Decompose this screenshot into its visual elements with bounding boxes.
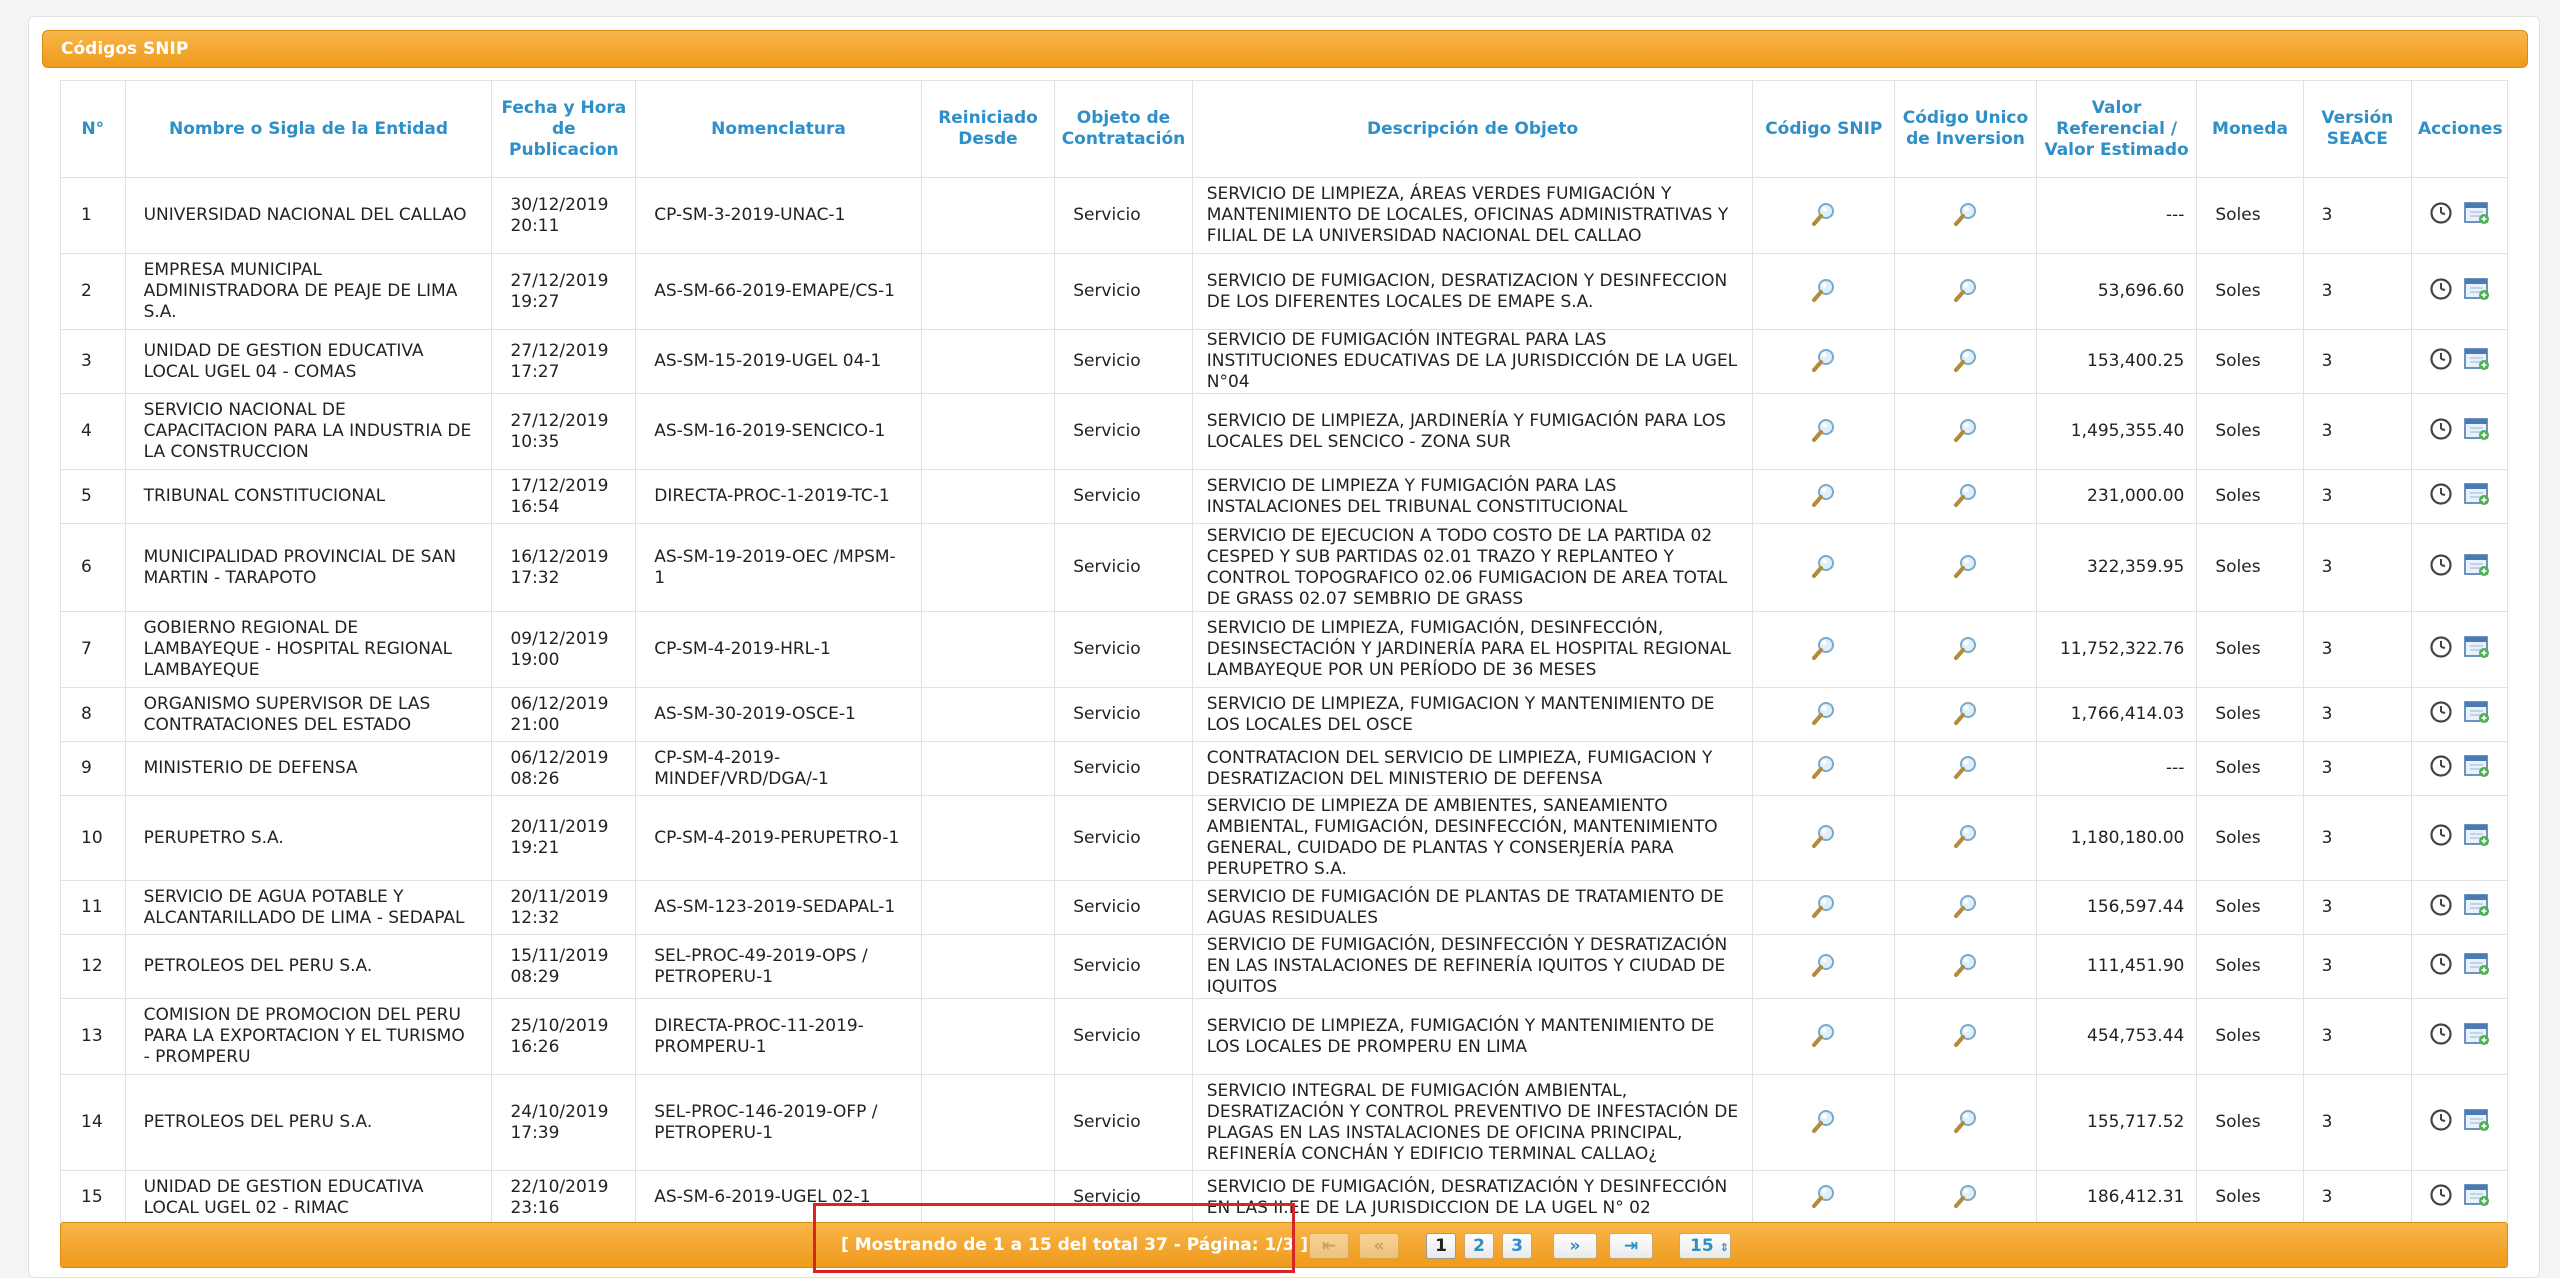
snip-search-icon[interactable] [1808, 552, 1840, 584]
nomenclature: SEL-PROC-49-2019-OPS / PETROPERU-1 [636, 935, 922, 999]
snip-search-icon[interactable] [1808, 481, 1840, 513]
table-row [61, 796, 2508, 881]
snip-code-cell [1753, 999, 1895, 1075]
investment-search-icon[interactable] [1950, 346, 1982, 378]
seace-version: 3 [2303, 330, 2411, 394]
snip-search-icon[interactable] [1808, 634, 1840, 666]
calendar-add-icon[interactable] [2463, 1021, 2491, 1053]
reference-value: 322,359.95 [2036, 524, 2196, 612]
currency: Soles [2197, 330, 2303, 394]
contract-object: Servicio [1055, 796, 1193, 881]
entity-name: PERUPETRO S.A. [125, 796, 492, 881]
investment-search-icon[interactable] [1950, 416, 1982, 448]
history-clock-icon[interactable] [2429, 754, 2453, 784]
history-clock-icon[interactable] [2429, 700, 2453, 730]
object-description: SERVICIO DE FUMIGACIÓN DE PLANTAS DE TRATAMIENTO DE AGUAS RESIDUALES [1192, 881, 1753, 935]
restarted-from [921, 1075, 1054, 1171]
unique-code-cell [1895, 524, 2037, 612]
object-description: SERVICIO DE LIMPIEZA, FUMIGACIÓN, DESINFECCIÓN, DESINSECTACIÓN Y JARDINERÍA PARA EL HOSPITAL REGIONAL LAMBAYEQUE POR UN PERÍODO DE 36 MESES [1192, 612, 1753, 688]
table-row [61, 935, 2508, 999]
snip-code-cell [1753, 394, 1895, 470]
contract-object: Servicio [1055, 254, 1193, 330]
reference-value: 53,696.60 [2036, 254, 2196, 330]
publication-date: 27/12/2019 17:27 [492, 330, 636, 394]
reference-value: --- [2036, 178, 2196, 254]
results-table [60, 80, 2508, 1222]
currency: Soles [2197, 881, 2303, 935]
nomenclature: AS-SM-16-2019-SENCICO-1 [636, 394, 922, 470]
history-clock-icon[interactable] [2429, 417, 2453, 447]
actions-cell [2412, 470, 2508, 524]
snip-search-icon[interactable] [1808, 276, 1840, 308]
seace-version: 3 [2303, 178, 2411, 254]
pagination-summary: [ Mostrando de 1 a 15 del total 37 - Página: 1/3 ] [841, 1235, 1309, 1255]
calendar-add-icon[interactable] [2463, 892, 2491, 924]
calendar-add-icon[interactable] [2463, 1182, 2491, 1214]
snip-code-cell [1753, 1171, 1895, 1223]
currency: Soles [2197, 612, 2303, 688]
publication-date: 09/12/2019 19:00 [492, 612, 636, 688]
nomenclature: AS-SM-30-2019-OSCE-1 [636, 688, 922, 742]
unique-code-cell [1895, 394, 2037, 470]
col-reiniciado-header: Reiniciado Desde [921, 81, 1054, 178]
restarted-from [921, 178, 1054, 254]
currency: Soles [2197, 470, 2303, 524]
history-clock-icon[interactable] [2429, 893, 2453, 923]
history-clock-icon[interactable] [2429, 277, 2453, 307]
col-acciones-header: Acciones [2412, 81, 2508, 178]
seace-version: 3 [2303, 796, 2411, 881]
history-clock-icon[interactable] [2429, 482, 2453, 512]
calendar-add-icon[interactable] [2463, 416, 2491, 448]
table-row [61, 470, 2508, 524]
entity-name: PETROLEOS DEL PERU S.A. [125, 935, 492, 999]
table-row [61, 394, 2508, 470]
restarted-from [921, 935, 1054, 999]
investment-search-icon[interactable] [1950, 634, 1982, 666]
actions-cell [2412, 935, 2508, 999]
calendar-add-icon[interactable] [2463, 699, 2491, 731]
restarted-from [921, 688, 1054, 742]
snip-search-icon[interactable] [1808, 822, 1840, 854]
object-description: SERVICIO DE LIMPIEZA, FUMIGACION Y MANTENIMIENTO DE LOS LOCALES DEL OSCE [1192, 688, 1753, 742]
calendar-add-icon[interactable] [2463, 346, 2491, 378]
row-number: 4 [61, 394, 126, 470]
seace-version: 3 [2303, 612, 2411, 688]
unique-code-cell [1895, 742, 2037, 796]
snip-code-cell [1753, 524, 1895, 612]
unique-code-cell [1895, 935, 2037, 999]
page-size-select[interactable] [1679, 1233, 1731, 1259]
currency: Soles [2197, 742, 2303, 796]
table-row [61, 881, 2508, 935]
actions-cell [2412, 254, 2508, 330]
table-row [61, 178, 2508, 254]
currency: Soles [2197, 688, 2303, 742]
row-number: 10 [61, 796, 126, 881]
col-objeto-header: Objeto de Contratación [1055, 81, 1193, 178]
publication-date: 20/11/2019 12:32 [492, 881, 636, 935]
nomenclature: AS-SM-6-2019-UGEL 02-1 [636, 1171, 922, 1223]
investment-search-icon[interactable] [1950, 822, 1982, 854]
entity-name: COMISION DE PROMOCION DEL PERU PARA LA EXPORTACION Y EL TURISMO - PROMPERU [125, 999, 492, 1075]
snip-code-cell [1753, 330, 1895, 394]
unique-code-cell [1895, 881, 2037, 935]
col-valor-header: Valor Referencial / Valor Estimado [2036, 81, 2196, 178]
calendar-add-icon[interactable] [2463, 753, 2491, 785]
entity-name: SERVICIO DE AGUA POTABLE Y ALCANTARILLADO DE LIMA - SEDAPAL [125, 881, 492, 935]
history-clock-icon[interactable] [2429, 553, 2453, 583]
unique-code-cell [1895, 688, 2037, 742]
seace-version: 3 [2303, 742, 2411, 796]
snip-code-cell [1753, 470, 1895, 524]
nomenclature: DIRECTA-PROC-1-2019-TC-1 [636, 470, 922, 524]
seace-version: 3 [2303, 999, 2411, 1075]
entity-name: MUNICIPALIDAD PROVINCIAL DE SAN MARTIN - TARAPOTO [125, 524, 492, 612]
table-row [61, 1075, 2508, 1171]
row-number: 6 [61, 524, 126, 612]
reference-value: --- [2036, 742, 2196, 796]
investment-search-icon[interactable] [1950, 951, 1982, 983]
col-moneda-header: Moneda [2197, 81, 2303, 178]
entity-name: EMPRESA MUNICIPAL ADMINISTRADORA DE PEAJE DE LIMA S.A. [125, 254, 492, 330]
investment-search-icon[interactable] [1950, 1182, 1982, 1214]
currency: Soles [2197, 254, 2303, 330]
page-2-button[interactable]: 2 [1464, 1233, 1494, 1259]
reference-value: 1,180,180.00 [2036, 796, 2196, 881]
investment-search-icon[interactable] [1950, 892, 1982, 924]
row-number: 2 [61, 254, 126, 330]
nomenclature: CP-SM-4-2019-MINDEF/VRD/DGA/-1 [636, 742, 922, 796]
row-number: 8 [61, 688, 126, 742]
history-clock-icon[interactable] [2429, 635, 2453, 665]
entity-name: SERVICIO NACIONAL DE CAPACITACION PARA LA INDUSTRIA DE LA CONSTRUCCION [125, 394, 492, 470]
investment-search-icon[interactable] [1950, 481, 1982, 513]
currency: Soles [2197, 524, 2303, 612]
entity-name: TRIBUNAL CONSTITUCIONAL [125, 470, 492, 524]
currency: Soles [2197, 178, 2303, 254]
currency: Soles [2197, 999, 2303, 1075]
actions-cell [2412, 881, 2508, 935]
restarted-from [921, 612, 1054, 688]
nomenclature: AS-SM-15-2019-UGEL 04-1 [636, 330, 922, 394]
col-codigo-unico-header: Código Unico de Inversion [1895, 81, 2037, 178]
object-description: SERVICIO DE LIMPIEZA, ÁREAS VERDES FUMIGACIÓN Y MANTENIMIENTO DE LOCALES, OFICINAS ADMINISTRATIVAS Y FILIAL DE LA UNIVERSIDAD NACIONAL DEL CALLAO [1192, 178, 1753, 254]
restarted-from [921, 796, 1054, 881]
seace-version: 3 [2303, 254, 2411, 330]
row-number: 5 [61, 470, 126, 524]
publication-date: 16/12/2019 17:32 [492, 524, 636, 612]
currency: Soles [2197, 1075, 2303, 1171]
currency: Soles [2197, 935, 2303, 999]
nomenclature: AS-SM-123-2019-SEDAPAL-1 [636, 881, 922, 935]
calendar-add-icon[interactable] [2463, 634, 2491, 666]
contract-object: Servicio [1055, 1075, 1193, 1171]
restarted-from [921, 881, 1054, 935]
currency: Soles [2197, 1171, 2303, 1223]
contract-object: Servicio [1055, 330, 1193, 394]
page-3-button[interactable]: 3 [1502, 1233, 1532, 1259]
unique-code-cell [1895, 999, 2037, 1075]
results-table-container [60, 80, 2508, 1222]
object-description: SERVICIO DE LIMPIEZA Y FUMIGACIÓN PARA LAS INSTALACIONES DEL TRIBUNAL CONSTITUCIONAL [1192, 470, 1753, 524]
seace-version: 3 [2303, 470, 2411, 524]
object-description: SERVICIO DE FUMIGACIÓN, DESRATIZACIÓN Y DESINFECCIÓN EN LAS II.EE DE LA JURISDICCION DE LA UGEL N° 02 [1192, 1171, 1753, 1223]
snip-search-icon[interactable] [1808, 699, 1840, 731]
unique-code-cell [1895, 178, 2037, 254]
contract-object: Servicio [1055, 688, 1193, 742]
snip-search-icon[interactable] [1808, 416, 1840, 448]
table-row [61, 524, 2508, 612]
seace-version: 3 [2303, 1171, 2411, 1223]
row-number: 13 [61, 999, 126, 1075]
restarted-from [921, 742, 1054, 796]
highlight-box [813, 1203, 1295, 1273]
table-header-row [61, 81, 2508, 178]
restarted-from [921, 254, 1054, 330]
reference-value: 454,753.44 [2036, 999, 2196, 1075]
nomenclature: CP-SM-4-2019-PERUPETRO-1 [636, 796, 922, 881]
history-clock-icon[interactable] [2429, 201, 2453, 231]
seace-version: 3 [2303, 881, 2411, 935]
contract-object: Servicio [1055, 881, 1193, 935]
history-clock-icon[interactable] [2429, 1183, 2453, 1213]
snip-search-icon[interactable] [1808, 200, 1840, 232]
first-page-button[interactable]: ⇤ [1309, 1233, 1349, 1259]
table-row [61, 612, 2508, 688]
snip-search-icon[interactable] [1808, 892, 1840, 924]
history-clock-icon[interactable] [2429, 952, 2453, 982]
investment-search-icon[interactable] [1950, 1107, 1982, 1139]
seace-version: 3 [2303, 935, 2411, 999]
publication-date: 17/12/2019 16:54 [492, 470, 636, 524]
snip-search-icon[interactable] [1808, 1182, 1840, 1214]
investment-search-icon[interactable] [1950, 200, 1982, 232]
reference-value: 111,451.90 [2036, 935, 2196, 999]
nomenclature: DIRECTA-PROC-11-2019-PROMPERU-1 [636, 999, 922, 1075]
reference-value: 156,597.44 [2036, 881, 2196, 935]
reference-value: 155,717.52 [2036, 1075, 2196, 1171]
object-description: SERVICIO DE LIMPIEZA, JARDINERÍA Y FUMIGACIÓN PARA LOS LOCALES DEL SENCICO - ZONA SUR [1192, 394, 1753, 470]
investment-search-icon[interactable] [1950, 276, 1982, 308]
restarted-from [921, 330, 1054, 394]
object-description: SERVICIO DE FUMIGACIÓN, DESINFECCIÓN Y DESRATIZACIÓN EN LAS INSTALACIONES DE REFINERÍA IQUITOS Y CIUDAD DE IQUITOS [1192, 935, 1753, 999]
restarted-from [921, 999, 1054, 1075]
unique-code-cell [1895, 254, 2037, 330]
actions-cell [2412, 524, 2508, 612]
publication-date: 24/10/2019 17:39 [492, 1075, 636, 1171]
object-description: SERVICIO DE LIMPIEZA DE AMBIENTES, SANEAMIENTO AMBIENTAL, FUMIGACIÓN, DESINFECCIÓN, MANTENIMIENTO GENERAL, CUIDADO DE PLANTAS Y CONSERJERÍA PARA PERUPETRO S.A. [1192, 796, 1753, 881]
col-fecha-header: Fecha y Hora de Publicacion [492, 81, 636, 178]
entity-name: ORGANISMO SUPERVISOR DE LAS CONTRATACIONES DEL ESTADO [125, 688, 492, 742]
entity-name: UNIDAD DE GESTION EDUCATIVA LOCAL UGEL 04 - COMAS [125, 330, 492, 394]
actions-cell [2412, 1171, 2508, 1223]
col-version-header: Versión SEACE [2303, 81, 2411, 178]
object-description: SERVICIO DE FUMIGACION, DESRATIZACION Y DESINFECCION DE LOS DIFERENTES LOCALES DE EMAPE S.A. [1192, 254, 1753, 330]
calendar-add-icon[interactable] [2463, 1107, 2491, 1139]
actions-cell [2412, 1075, 2508, 1171]
snip-search-icon[interactable] [1808, 753, 1840, 785]
page-1-button[interactable]: 1 [1426, 1233, 1456, 1259]
entity-name: UNIVERSIDAD NACIONAL DEL CALLAO [125, 178, 492, 254]
snip-code-cell [1753, 1075, 1895, 1171]
contract-object: Servicio [1055, 935, 1193, 999]
entity-name: PETROLEOS DEL PERU S.A. [125, 1075, 492, 1171]
calendar-add-icon[interactable] [2463, 951, 2491, 983]
calendar-add-icon[interactable] [2463, 481, 2491, 513]
row-number: 15 [61, 1171, 126, 1223]
snip-code-cell [1753, 688, 1895, 742]
unique-code-cell [1895, 612, 2037, 688]
reference-value: 1,766,414.03 [2036, 688, 2196, 742]
object-description: CONTRATACION DEL SERVICIO DE LIMPIEZA, FUMIGACION Y DESRATIZACION DEL MINISTERIO DE DEFENSA [1192, 742, 1753, 796]
publication-date: 27/12/2019 10:35 [492, 394, 636, 470]
publication-date: 27/12/2019 19:27 [492, 254, 636, 330]
object-description: SERVICIO DE FUMIGACIÓN INTEGRAL PARA LAS INSTITUCIONES EDUCATIVAS DE LA JURISDICCIÓN DE LA UGEL N°04 [1192, 330, 1753, 394]
contract-object: Servicio [1055, 1171, 1193, 1223]
page-size-value: 15 [1690, 1236, 1714, 1256]
reference-value: 1,495,355.40 [2036, 394, 2196, 470]
publication-date: 06/12/2019 08:26 [492, 742, 636, 796]
reference-value: 231,000.00 [2036, 470, 2196, 524]
nomenclature: SEL-PROC-146-2019-OFP / PETROPERU-1 [636, 1075, 922, 1171]
publication-date: 15/11/2019 08:29 [492, 935, 636, 999]
currency: Soles [2197, 796, 2303, 881]
snip-code-cell [1753, 612, 1895, 688]
row-number: 11 [61, 881, 126, 935]
next-page-button[interactable]: » [1553, 1233, 1597, 1259]
entity-name: MINISTERIO DE DEFENSA [125, 742, 492, 796]
snip-search-icon[interactable] [1808, 951, 1840, 983]
unique-code-cell [1895, 1075, 2037, 1171]
table-row [61, 999, 2508, 1075]
nomenclature: CP-SM-4-2019-HRL-1 [636, 612, 922, 688]
seace-version: 3 [2303, 524, 2411, 612]
actions-cell [2412, 742, 2508, 796]
snip-search-icon[interactable] [1808, 1107, 1840, 1139]
restarted-from [921, 524, 1054, 612]
seace-version: 3 [2303, 394, 2411, 470]
actions-cell [2412, 330, 2508, 394]
nomenclature: AS-SM-66-2019-EMAPE/CS-1 [636, 254, 922, 330]
contract-object: Servicio [1055, 999, 1193, 1075]
snip-code-cell [1753, 796, 1895, 881]
investment-search-icon[interactable] [1950, 552, 1982, 584]
publication-date: 30/12/2019 20:11 [492, 178, 636, 254]
unique-code-cell [1895, 796, 2037, 881]
seace-version: 3 [2303, 1075, 2411, 1171]
object-description: SERVICIO DE LIMPIEZA, FUMIGACIÓN Y MANTENIMIENTO DE LOS LOCALES DE PROMPERU EN LIMA [1192, 999, 1753, 1075]
snip-code-cell [1753, 178, 1895, 254]
snip-code-cell [1753, 254, 1895, 330]
publication-date: 22/10/2019 23:16 [492, 1171, 636, 1223]
restarted-from [921, 394, 1054, 470]
actions-cell [2412, 999, 2508, 1075]
publication-date: 20/11/2019 19:21 [492, 796, 636, 881]
currency: Soles [2197, 394, 2303, 470]
col-codigo-snip-header: Código SNIP [1753, 81, 1895, 178]
last-page-button[interactable]: ⇥ [1609, 1233, 1653, 1259]
row-number: 12 [61, 935, 126, 999]
snip-code-cell [1753, 935, 1895, 999]
row-number: 7 [61, 612, 126, 688]
nomenclature: AS-SM-19-2019-OEC /MPSM-1 [636, 524, 922, 612]
calendar-add-icon[interactable] [2463, 276, 2491, 308]
contract-object: Servicio [1055, 178, 1193, 254]
actions-cell [2412, 796, 2508, 881]
investment-search-icon[interactable] [1950, 1021, 1982, 1053]
actions-cell [2412, 688, 2508, 742]
reference-value: 153,400.25 [2036, 330, 2196, 394]
col-entidad-header: Nombre o Sigla de la Entidad [125, 81, 492, 178]
contract-object: Servicio [1055, 470, 1193, 524]
calendar-add-icon[interactable] [2463, 200, 2491, 232]
snip-code-cell [1753, 742, 1895, 796]
actions-cell [2412, 394, 2508, 470]
contract-object: Servicio [1055, 524, 1193, 612]
history-clock-icon[interactable] [2429, 347, 2453, 377]
contract-object: Servicio [1055, 612, 1193, 688]
row-number: 9 [61, 742, 126, 796]
reference-value: 186,412.31 [2036, 1171, 2196, 1223]
nomenclature: CP-SM-3-2019-UNAC-1 [636, 178, 922, 254]
calendar-add-icon[interactable] [2463, 552, 2491, 584]
calendar-add-icon[interactable] [2463, 822, 2491, 854]
actions-cell [2412, 612, 2508, 688]
table-row [61, 742, 2508, 796]
investment-search-icon[interactable] [1950, 699, 1982, 731]
publication-date: 25/10/2019 16:26 [492, 999, 636, 1075]
row-number: 1 [61, 178, 126, 254]
row-number: 14 [61, 1075, 126, 1171]
prev-page-button[interactable]: « [1359, 1233, 1399, 1259]
actions-cell [2412, 178, 2508, 254]
col-descripcion-header: Descripción de Objeto [1192, 81, 1753, 178]
spinner-arrows-icon: ⇕ [1719, 1241, 1729, 1254]
object-description: SERVICIO INTEGRAL DE FUMIGACIÓN AMBIENTAL, DESRATIZACIÓN Y CONTROL PREVENTIVO DE INFESTACIÓN DE PLAGAS EN LAS INSTALACIONES DE OFICINA PRINCIPAL, REFINERÍA CONCHÁN Y EDIFICIO TERMINAL CALLAO¿ [1192, 1075, 1753, 1171]
unique-code-cell [1895, 470, 2037, 524]
reference-value: 11,752,322.76 [2036, 612, 2196, 688]
panel-title: Códigos SNIP [42, 30, 2528, 68]
entity-name: GOBIERNO REGIONAL DE LAMBAYEQUE - HOSPITAL REGIONAL LAMBAYEQUE [125, 612, 492, 688]
contract-object: Servicio [1055, 742, 1193, 796]
restarted-from [921, 470, 1054, 524]
contract-object: Servicio [1055, 394, 1193, 470]
col-numero-header: N° [61, 81, 126, 178]
table-row [61, 688, 2508, 742]
snip-search-icon[interactable] [1808, 346, 1840, 378]
entity-name: UNIDAD DE GESTION EDUCATIVA LOCAL UGEL 02 - RIMAC [125, 1171, 492, 1223]
col-nomenclatura-header: Nomenclatura [636, 81, 922, 178]
object-description: SERVICIO DE EJECUCION A TODO COSTO DE LA PARTIDA 02 CESPED Y SUB PARTIDAS 02.01 TRAZO Y REPLANTEO Y CONTROL TOPOGRAFICO 02.06 FUMIGACION DE AREA TOTAL DE GRASS 02.07 SEMBRIO DE GRASS [1192, 524, 1753, 612]
seace-version: 3 [2303, 688, 2411, 742]
unique-code-cell [1895, 1171, 2037, 1223]
unique-code-cell [1895, 330, 2037, 394]
table-row [61, 254, 2508, 330]
row-number: 3 [61, 330, 126, 394]
publication-date: 06/12/2019 21:00 [492, 688, 636, 742]
table-row [61, 330, 2508, 394]
history-clock-icon[interactable] [2429, 1022, 2453, 1052]
history-clock-icon[interactable] [2429, 823, 2453, 853]
snip-search-icon[interactable] [1808, 1021, 1840, 1053]
snip-code-cell [1753, 881, 1895, 935]
investment-search-icon[interactable] [1950, 753, 1982, 785]
history-clock-icon[interactable] [2429, 1108, 2453, 1138]
